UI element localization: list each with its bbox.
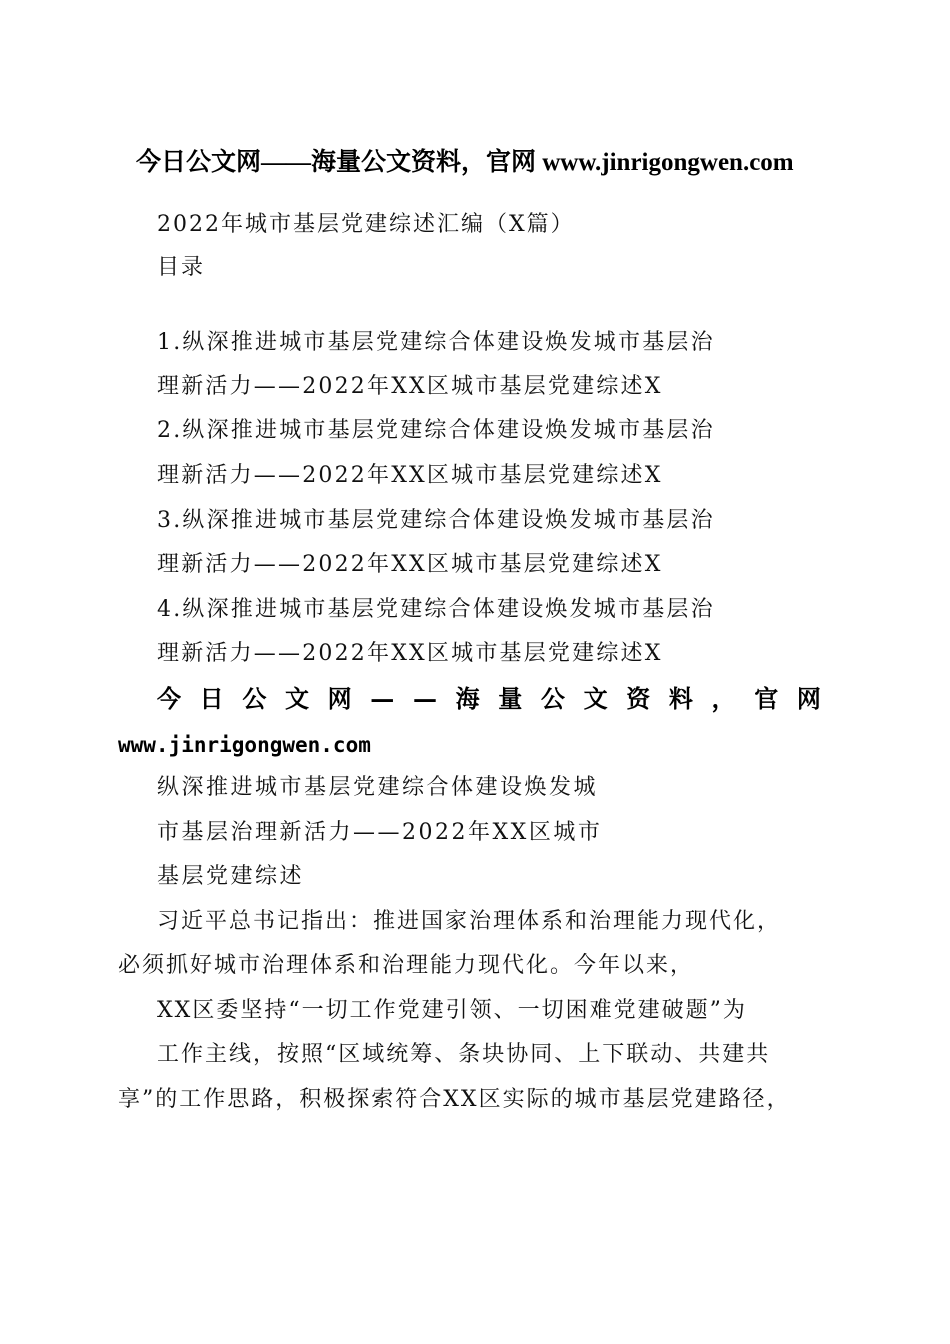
toc-entry-2-line-1[interactable]: 2.纵深推进城市基层党建综合体建设焕发城市基层治: [157, 418, 715, 443]
toc-entry-3-line-1[interactable]: 3.纵深推进城市基层党建综合体建设焕发城市基层治: [157, 508, 715, 533]
banner-char: 文: [583, 684, 608, 713]
document-title: 2022年城市基层党建综述汇编（X篇）: [157, 212, 575, 237]
banner-char: 料: [668, 684, 693, 713]
toc-entry-1-line-1[interactable]: 1.纵深推进城市基层党建综合体建设焕发城市基层治: [157, 330, 715, 355]
body-paragraph-line-4: 工作主线，按照“区域统筹、条块协同、上下联动、共建共: [157, 1042, 771, 1067]
article-title-line-3: 基层党建综述: [157, 864, 305, 889]
banner-char: 文: [284, 684, 309, 713]
banner-char: —: [370, 684, 395, 713]
banner-char: 官: [754, 684, 779, 713]
site-banner-repeat: [157, 684, 821, 714]
body-paragraph-line-1: 习近平总书记指出：推进国家治理体系和治理能力现代化，: [157, 909, 782, 934]
banner-char: 资: [626, 684, 651, 713]
toc-entry-2-line-2[interactable]: 理新活力——2022年XX区城市基层党建综述X: [157, 463, 663, 488]
banner-char: 海: [455, 684, 480, 713]
banner-char: 今: [157, 684, 181, 713]
body-paragraph-line-5: 享”的工作思路，积极探索符合XX区实际的城市基层党建路径，: [118, 1087, 791, 1112]
toc-entry-1-line-2[interactable]: 理新活力——2022年XX区城市基层党建综述X: [157, 374, 663, 399]
banner-char: 网: [327, 684, 352, 713]
banner-char: 日: [199, 684, 224, 713]
toc-heading: 目录: [157, 255, 206, 280]
banner-char: 网: [796, 684, 821, 713]
site-header-banner: 今日公文网——海量公文资料，官网 www.jinrigongwen.com: [136, 149, 794, 176]
article-title-line-1: 纵深推进城市基层党建综合体建设焕发城: [157, 775, 599, 800]
site-url-link[interactable]: www.jinrigongwen.com: [118, 733, 371, 757]
toc-entry-4-line-1[interactable]: 4.纵深推进城市基层党建综合体建设焕发城市基层治: [157, 597, 715, 622]
banner-char: 量: [498, 684, 523, 713]
body-paragraph-line-2: 必须抓好城市治理体系和治理能力现代化。今年以来，: [118, 953, 695, 978]
body-paragraph-line-3: XX区委坚持“一切工作党建引领、一切困难党建破题”为: [157, 998, 747, 1023]
toc-entry-3-line-2[interactable]: 理新活力——2022年XX区城市基层党建综述X: [157, 552, 663, 577]
banner-char: 公: [540, 684, 565, 713]
toc-entry-4-line-2[interactable]: 理新活力——2022年XX区城市基层党建综述X: [157, 641, 663, 666]
banner-char: ，: [711, 684, 736, 713]
banner-char: —: [412, 684, 437, 713]
banner-char: 公: [242, 684, 267, 713]
article-title-line-2: 市基层治理新活力——2022年XX区城市: [157, 820, 603, 845]
